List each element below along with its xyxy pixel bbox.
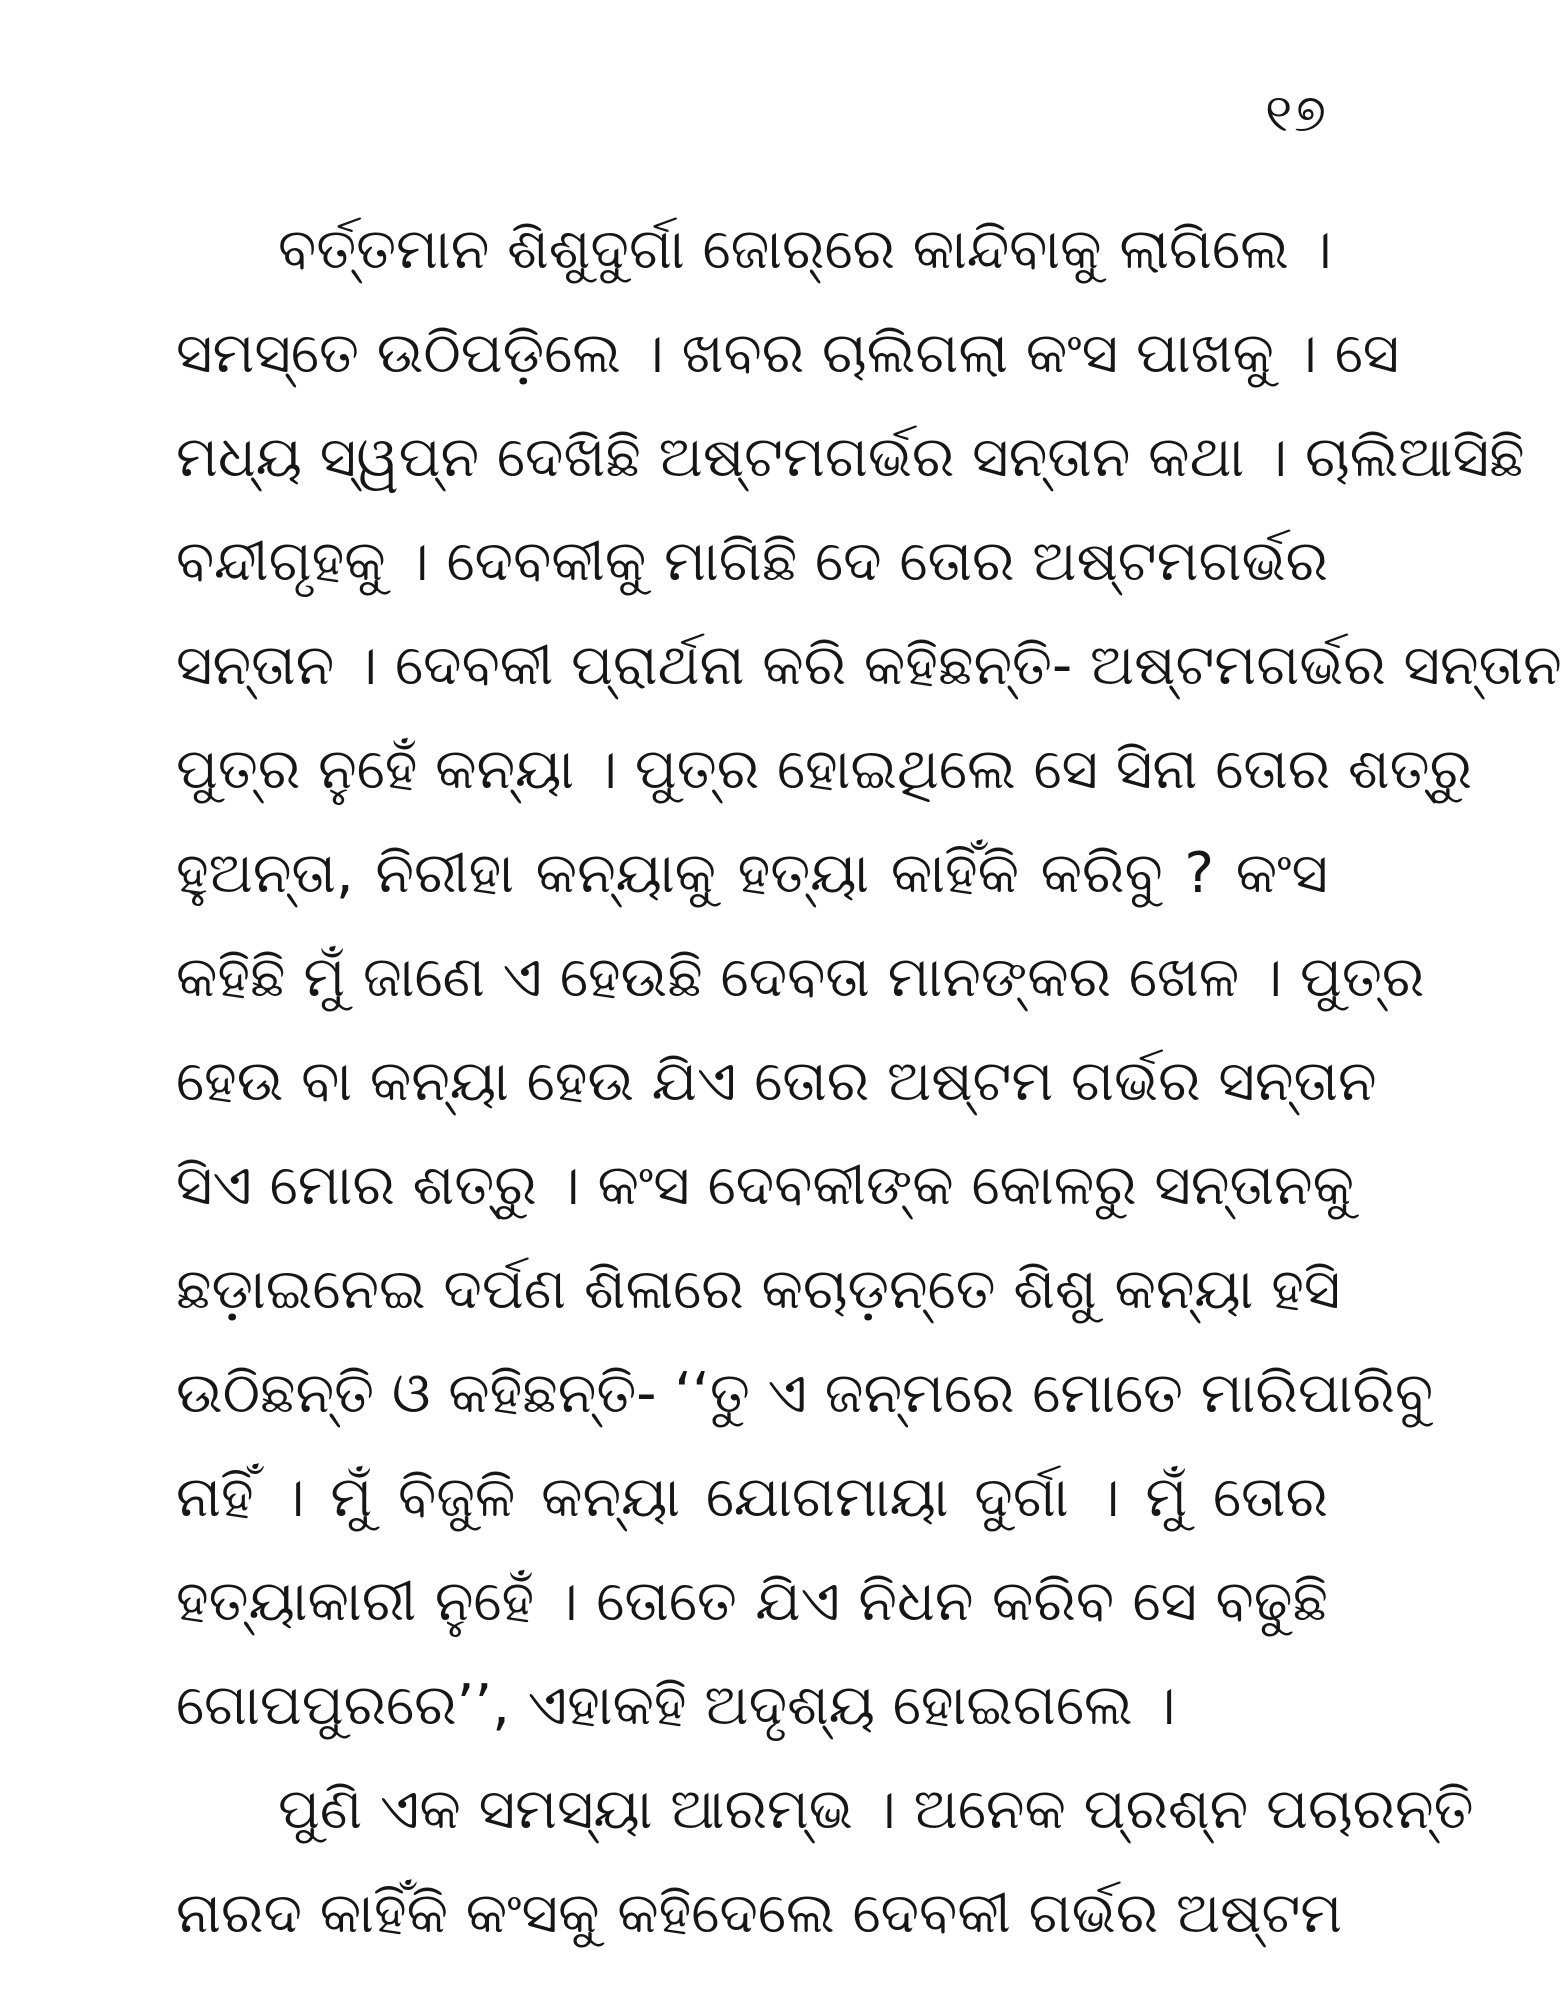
paragraph-1-line-15: ଗୋପପୁରରେ’’, ଏହାକହି ଅଦୃଶ୍ୟ ହୋଇଗଲେ । [176, 1673, 1176, 1738]
page-number: ୧୭ [1265, 84, 1328, 144]
paragraph-1-line-14: ହତ୍ୟାକାରୀ ନୁହେଁ । ତୋତେ ଯିଏ ନିଧନ କରିବ ସେ ବଢୁଛି [176, 1569, 1328, 1634]
body-text [176, 198, 1562, 1966]
paragraph-1-line-11: ଛଡ଼ାଇନେଇ ଦର୍ପଣ ଶିଳାରେ କଚାଡ଼ନ୍ତେ ଶିଶୁ କନ୍ୟା ହସି [176, 1257, 1341, 1322]
paragraph-2-line-1: ପୁଣି ଏକ ସମସ୍ୟା ଆରମ୍ଭ । ଅନେକ ପ୍ରଶ୍ନ ପଚାରନ୍ତି [278, 1777, 1474, 1842]
paragraph-1-line-7: ହୁଅନ୍ତା, ନିରୀହା କନ୍ୟାକୁ ହତ୍ୟା କାହିଁକି କରିବୁ ? କଂସ [176, 841, 1328, 906]
paragraph-1-line-13: ନାହିଁ । ମୁଁ ବିଜୁଳି କନ୍ୟା ଯୋଗମାୟା ଦୁର୍ଗା । ମୁଁ ତୋର [176, 1465, 1328, 1530]
paragraph-1-line-5: ସନ୍ତାନ । ଦେବକୀ ପ୍ରାର୍ଥନା କରି କହିଛନ୍ତି- ଅଷ୍ଟମଗର୍ଭର ସନ୍ତାନ [176, 633, 1562, 698]
paragraph-1-line-8: କହିଛି ମୁଁ ଜାଣେ ଏ ହେଉଛି ଦେବତା ମାନଙ୍କର ଖେଳ । ପୁତ୍ର [176, 945, 1425, 1010]
paragraph-1-line-10: ସିଏ ମୋର ଶତ୍ରୁ । କଂସ ଦେବକୀଙ୍କ କୋଳରୁ ସନ୍ତାନକୁ [176, 1153, 1354, 1218]
paragraph-1-line-1: ବର୍ତ୍ତମାନ ଶିଶୁଦୁର୍ଗା ଜୋର୍‌ରେ କାନ୍ଦିବାକୁ ଲାଗିଲେ । [278, 217, 1332, 282]
paragraph-2-line-2: ନାରଦ କାହିଁକି କଂସକୁ କହିଦେଲେ ଦେବକୀ ଗର୍ଭର ଅଷ୍ଟମ [176, 1881, 1343, 1946]
paragraph-1-line-4: ବନ୍ଦୀଗୃହକୁ । ଦେବକୀକୁ ମାଗିଛି ଦେ ତୋର ଅଷ୍ଟମଗର୍ଭର [176, 529, 1328, 594]
paragraph-1-line-3: ମଧ୍ୟ ସ୍ୱପ୍ନ ଦେଖିଛି ଅଷ୍ଟମଗର୍ଭର ସନ୍ତାନ କଥା । ଚାଲିଆସିଛି [176, 425, 1525, 490]
paragraph-1-line-2: ସମସ୍ତେ ଉଠିପଡ଼ିଲେ । ଖବର ଚାଲିଗଲା କଂସ ପାଖକୁ । ସେ [176, 321, 1400, 386]
paragraph-1-line-9: ହେଉ ବା କନ୍ୟା ହେଉ ଯିଏ ତୋର ଅଷ୍ଟମ ଗର୍ଭର ସନ୍ତାନ [176, 1049, 1377, 1114]
paragraph-1-line-6: ପୁତ୍ର ନୁହେଁ କନ୍ୟା । ପୁତ୍ର ହୋଇଥିଲେ ସେ ସିନା ତୋର ଶତ୍ରୁ [176, 737, 1473, 802]
paragraph-1-line-12: ଉଠିଛନ୍ତି ଓ କହିଛନ୍ତି- ‘‘ତୁ ଏ ଜନ୍ମରେ ମୋତେ ମାରିପାରିବୁ [176, 1361, 1434, 1426]
